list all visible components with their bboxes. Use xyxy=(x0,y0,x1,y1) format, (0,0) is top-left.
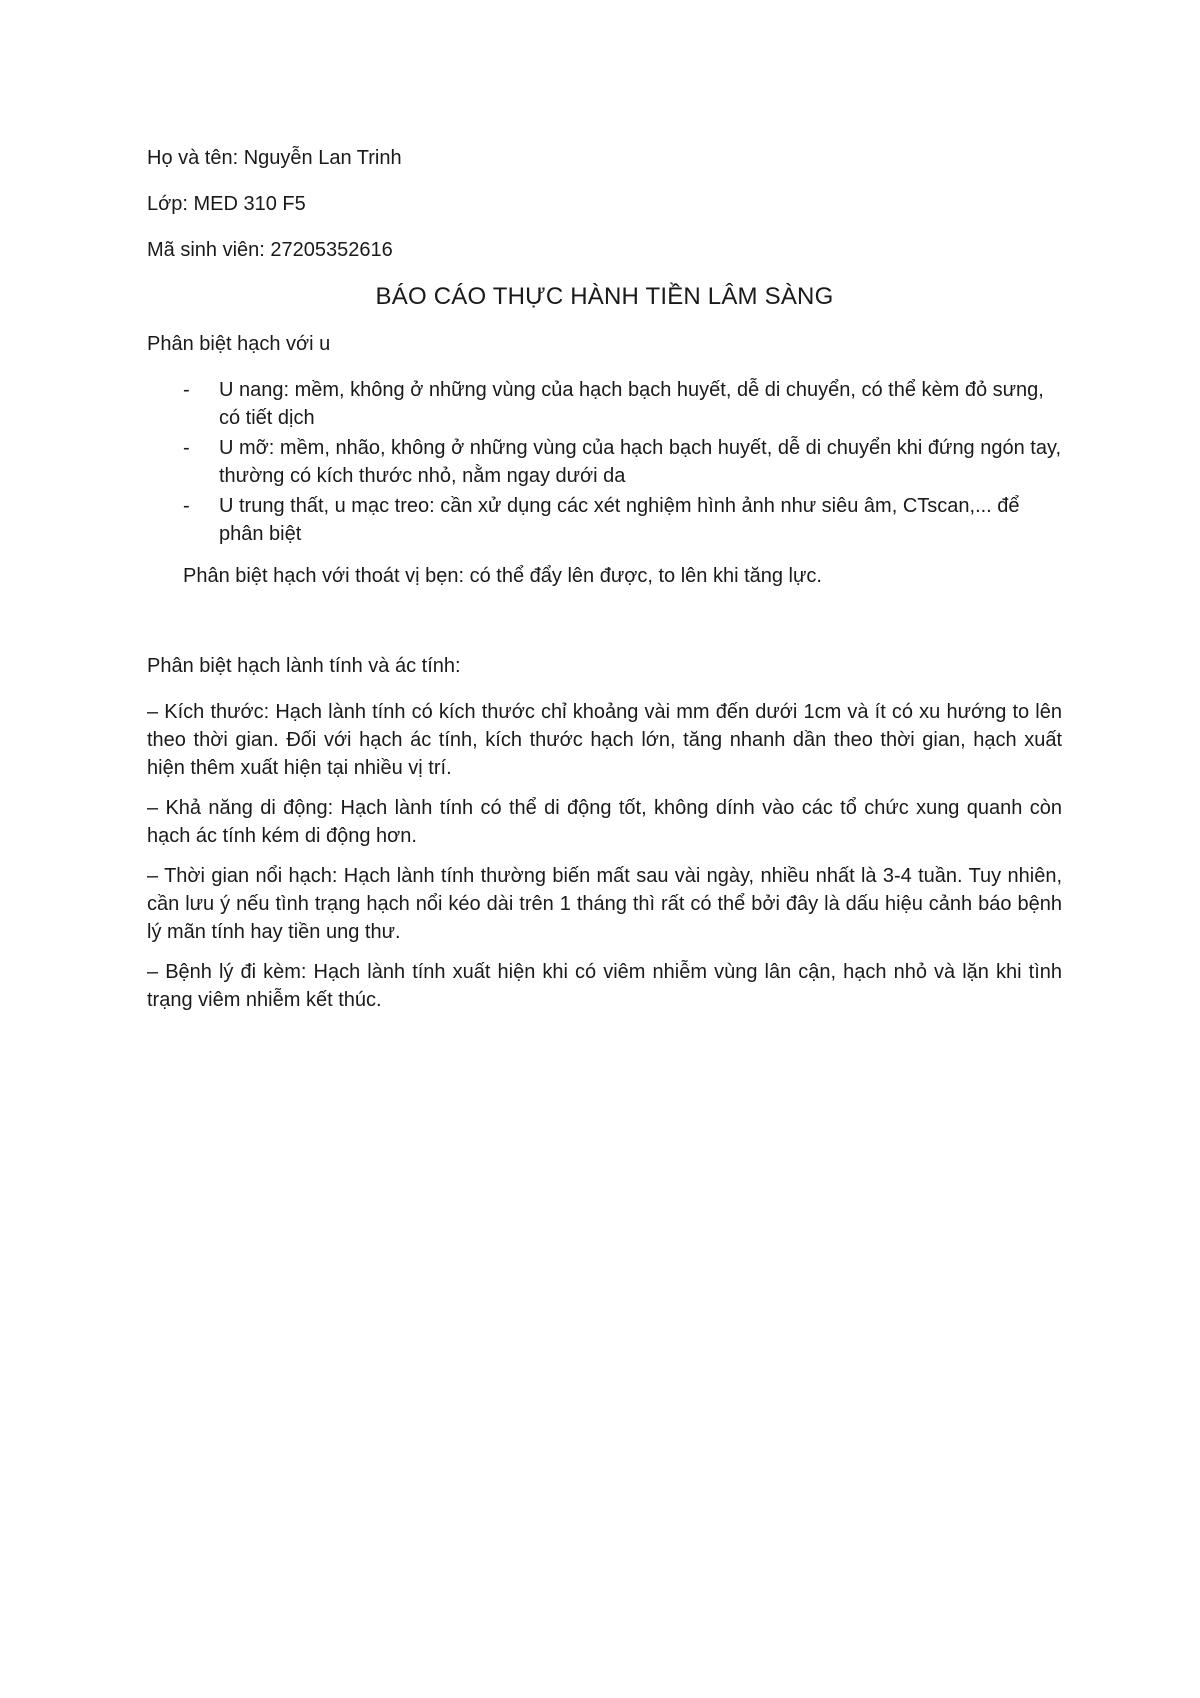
dash-bullet: - xyxy=(183,495,190,517)
list-item xyxy=(147,376,1062,432)
paragraph-size: – Kích thước: Hạch lành tính có kích thước chỉ khoảng vài mm đến dưới 1cm và ít có xu hướng to lên theo thời gian. Đối với hạch ác tính, kích thước hạch lớn, tăng nhanh dần theo thời gian, hạch xuất hiện thêm xuất hiện tại nhiều vị trí. xyxy=(147,701,1062,779)
class-line: Lớp: MED 310 F5 xyxy=(147,193,306,215)
list-item xyxy=(147,492,1062,548)
list-item-text: U nang: mềm, không ở những vùng của hạch bạch huyết, dễ di chuyển, có thể kèm đỏ sưng, có tiết dịch xyxy=(219,379,1044,429)
hernia-note: Phân biệt hạch với thoát vị bẹn: có thể đẩy lên được, to lên khi tăng lực. xyxy=(183,565,822,587)
dash-bullet: - xyxy=(183,437,190,459)
tumor-differentiation-list xyxy=(147,376,1062,548)
section2-heading: Phân biệt hạch lành tính và ác tính: xyxy=(147,655,461,677)
paragraph-mobility: – Khả năng di động: Hạch lành tính có thể di động tốt, không dính vào các tổ chức xung quanh còn hạch ác tính kém di động hơn. xyxy=(147,797,1062,847)
spacer xyxy=(147,590,1062,652)
list-item-text: U trung thất, u mạc treo: cần xử dụng các xét nghiệm hình ảnh như siêu âm, CTscan,... để phân biệt xyxy=(219,495,1020,545)
dash-bullet: - xyxy=(183,379,190,401)
document-body xyxy=(147,144,1062,1026)
student-name-line: Họ và tên: Nguyễn Lan Trinh xyxy=(147,147,402,169)
paragraph-duration: – Thời gian nổi hạch: Hạch lành tính thường biến mất sau vài ngày, nhiều nhất là 3-4 tuần. Tuy nhiên, cần lưu ý nếu tình trạng hạch nổi kéo dài trên 1 tháng thì rất có thể bởi đây là dấu hiệu cảnh báo bệnh lý mãn tính hay tiền ung thư. xyxy=(147,865,1062,943)
paragraph-associated-disease: – Bệnh lý đi kèm: Hạch lành tính xuất hiện khi có viêm nhiễm vùng lân cận, hạch nhỏ và lặn khi tình trạng viêm nhiễm kết thúc. xyxy=(147,961,1062,1011)
student-id-line: Mã sinh viên: 27205352616 xyxy=(147,239,393,261)
section1-heading: Phân biệt hạch với u xyxy=(147,333,331,355)
report-title: BÁO CÁO THỰC HÀNH TIỀN LÂM SÀNG xyxy=(375,283,834,310)
list-item xyxy=(147,434,1062,490)
list-item-text: U mỡ: mềm, nhão, không ở những vùng của hạch bạch huyết, dễ di chuyển khi đứng ngón tay, thường có kích thước nhỏ, nằm ngay dưới da xyxy=(219,437,1062,487)
